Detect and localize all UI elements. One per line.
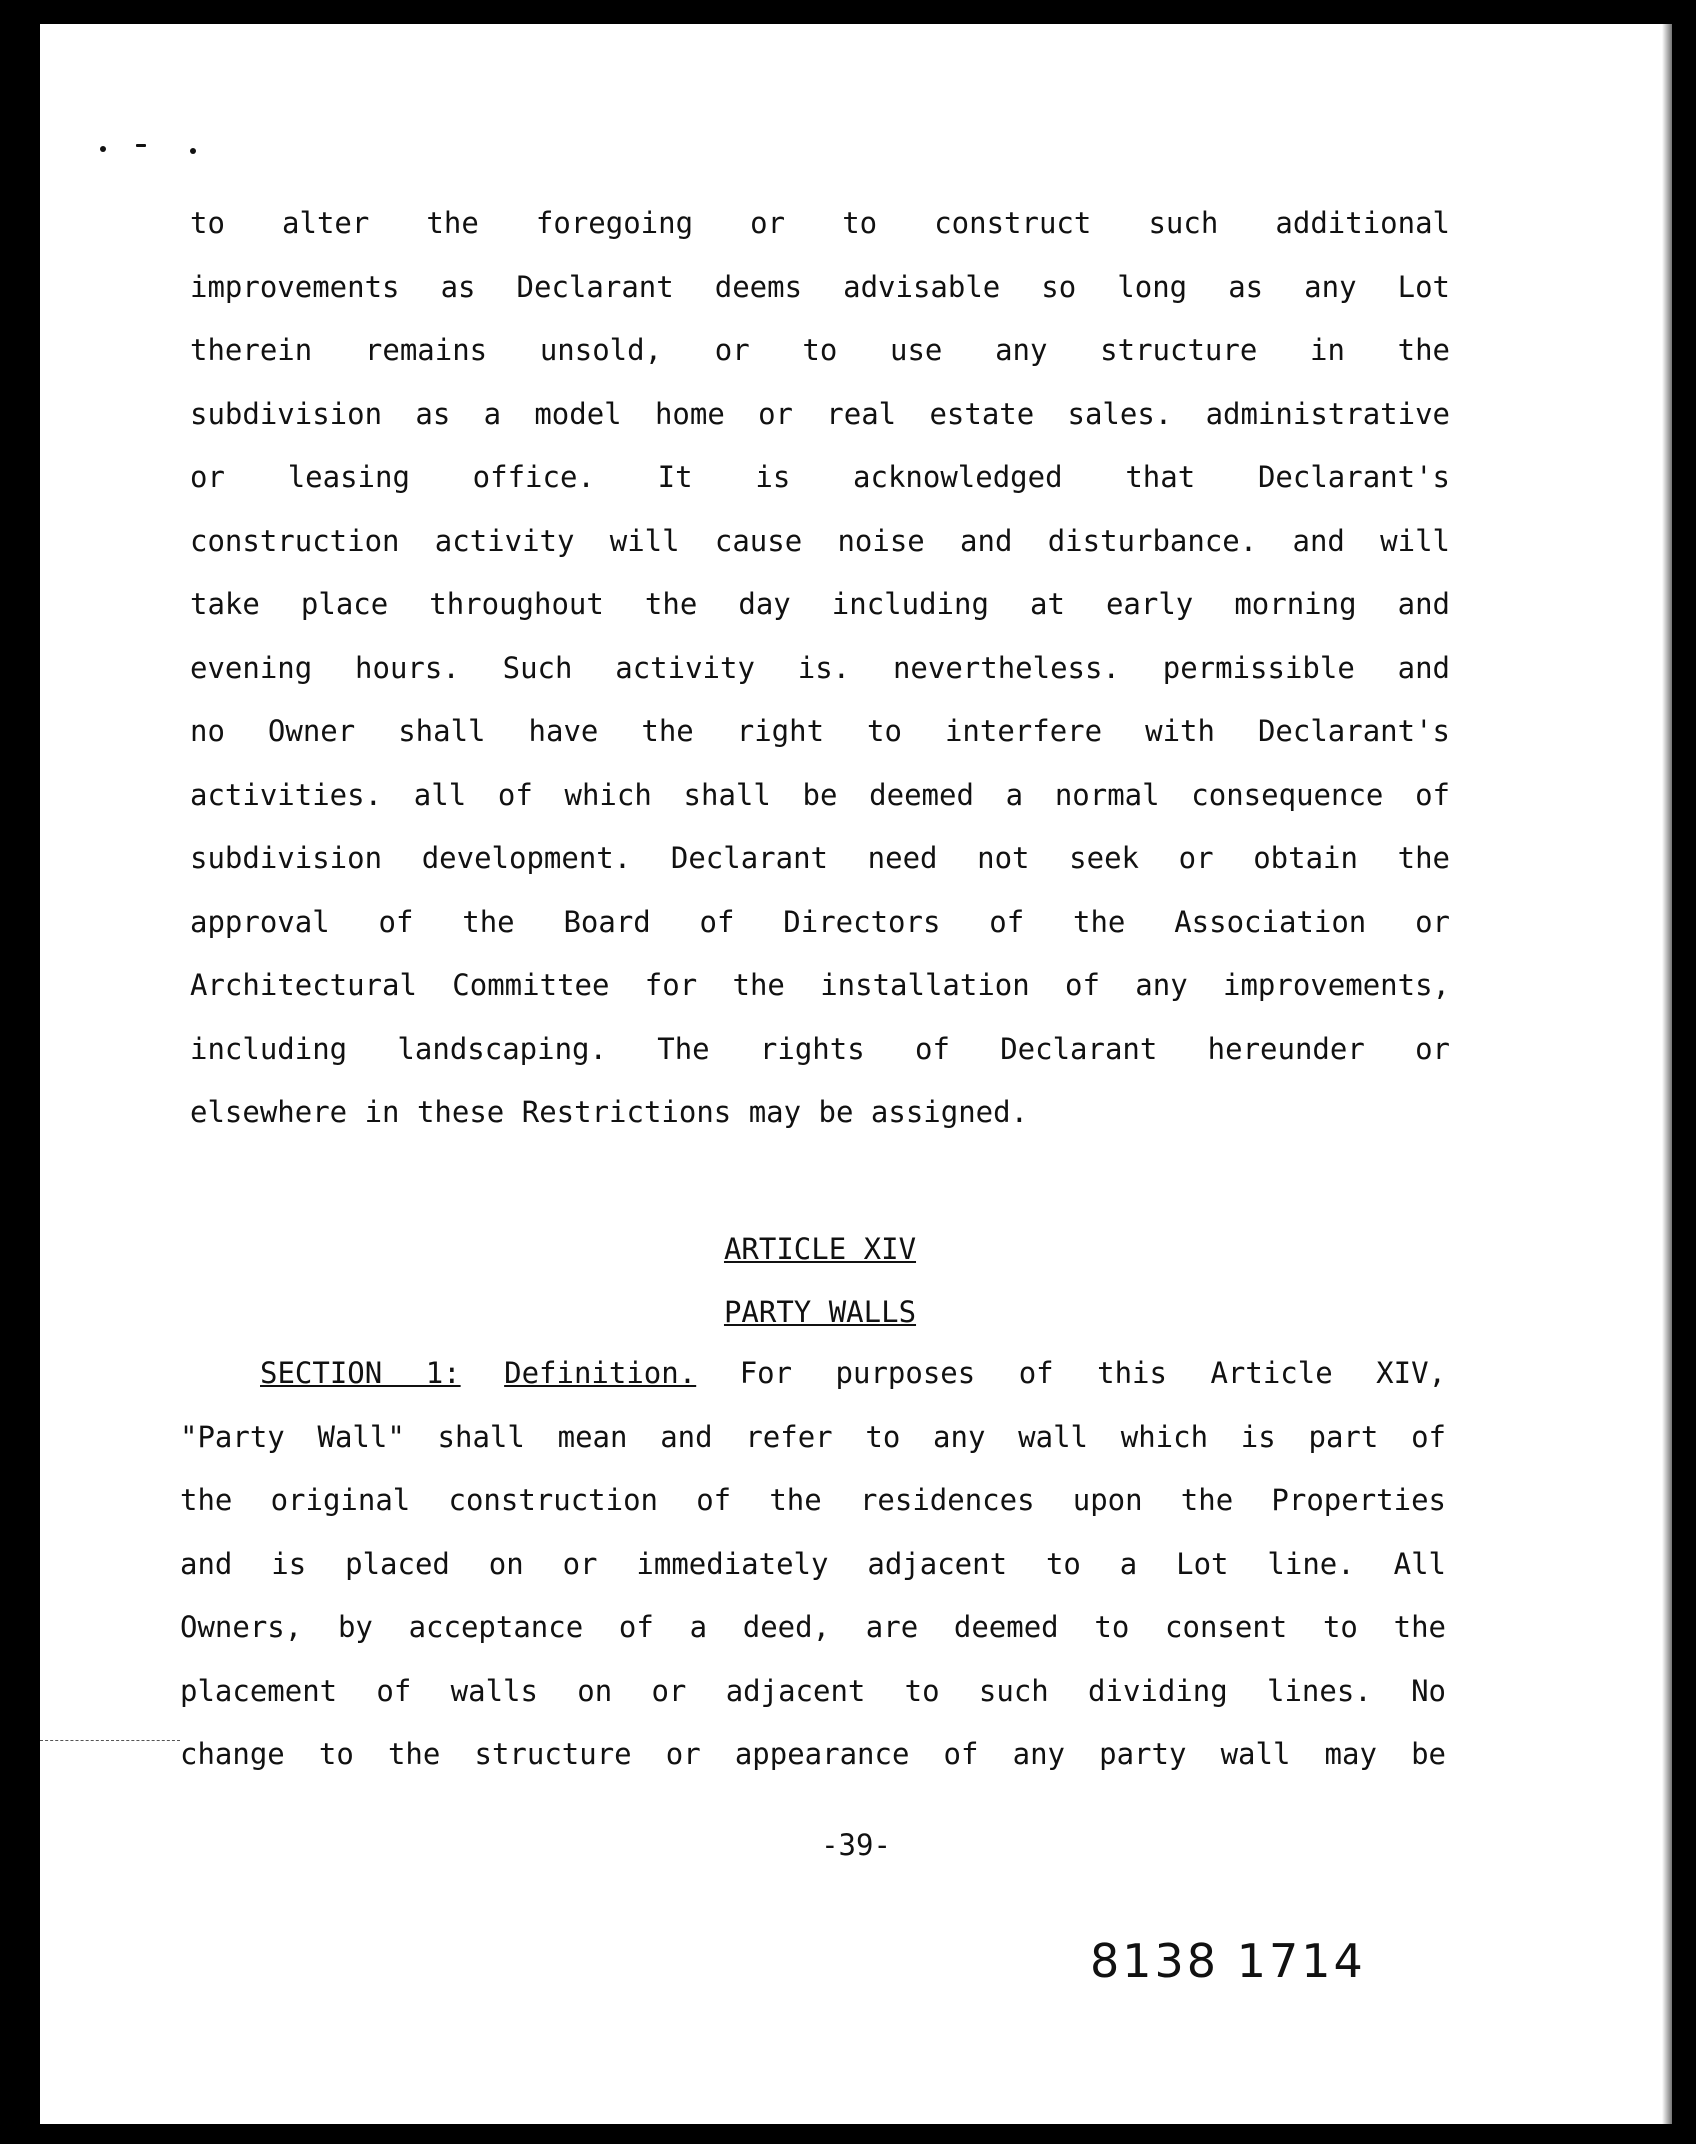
paragraph-line: elsewhere in these Restrictions may be assigned. <box>190 1095 1029 1129</box>
paragraph-line: subdivision as a model home or real estate sales. administrative <box>190 396 1450 431</box>
paragraph-line: construction activity will cause noise and disturbance. and will <box>190 523 1450 558</box>
paragraph-line: no Owner shall have the right to interfere with Declarant's <box>190 714 1450 748</box>
section-label: SECTION 1: <box>260 1356 461 1390</box>
section-line: the original construction of the residences upon the Properties <box>180 1483 1446 1517</box>
paragraph-line: approval of the Board of Directors of the Association or <box>190 904 1450 939</box>
article-title: PARTY WALLS <box>723 1295 917 1329</box>
paragraph-line: therein remains unsold, or to use any structure in the <box>190 333 1450 367</box>
section-line: change to the structure or appearance of any party wall may be <box>180 1737 1446 1771</box>
paragraph-line: including landscaping. The rights of Declarant hereunder or <box>190 1031 1450 1066</box>
section-line: placement of walls on or adjacent to such dividing lines. No <box>180 1673 1446 1708</box>
article-heading <box>190 1218 1450 1344</box>
section-line: "Party Wall" shall mean and refer to any wall which is part of <box>180 1419 1446 1454</box>
paragraph-line: Architectural Committee for the installation of any improvements, <box>190 968 1450 1002</box>
paragraph-line: evening hours. Such activity is. nevertheless. permissible and <box>190 650 1450 685</box>
paragraph-line: to alter the foregoing or to construct such additional <box>190 206 1450 240</box>
section-line: Owners, by acceptance of a deed, are deemed to consent to the <box>180 1610 1446 1644</box>
section-first-line-text: For purposes of this Article XIV, <box>739 1356 1446 1390</box>
article-number: ARTICLE XIV <box>723 1232 917 1266</box>
page-number: -39- <box>821 1828 891 1862</box>
document-number: 8138 1714 <box>1090 1934 1366 1988</box>
scan-speck <box>190 148 196 154</box>
document-page <box>40 24 1672 2124</box>
paragraph-line: improvements as Declarant deems advisable so long as any Lot <box>190 269 1450 304</box>
scan-artifact-line <box>40 1740 180 1741</box>
paragraph-line: activities. all of which shall be deemed a normal consequence of <box>190 777 1450 812</box>
scan-speck <box>136 144 146 147</box>
paragraph-line: take place throughout the day including at early morning and <box>190 587 1450 621</box>
paragraph-line: or leasing office. It is acknowledged that Declarant's <box>190 460 1450 494</box>
scan-speck <box>100 146 106 152</box>
section-heading: Definition. <box>504 1356 697 1390</box>
section-line: and is placed on or immediately adjacent to a Lot line. All <box>180 1546 1446 1581</box>
continued-paragraph <box>190 192 1450 1145</box>
section-first-line <box>180 1342 1446 1406</box>
paragraph-line: subdivision development. Declarant need not seek or obtain the <box>190 841 1450 875</box>
section-1 <box>180 1342 1446 1787</box>
